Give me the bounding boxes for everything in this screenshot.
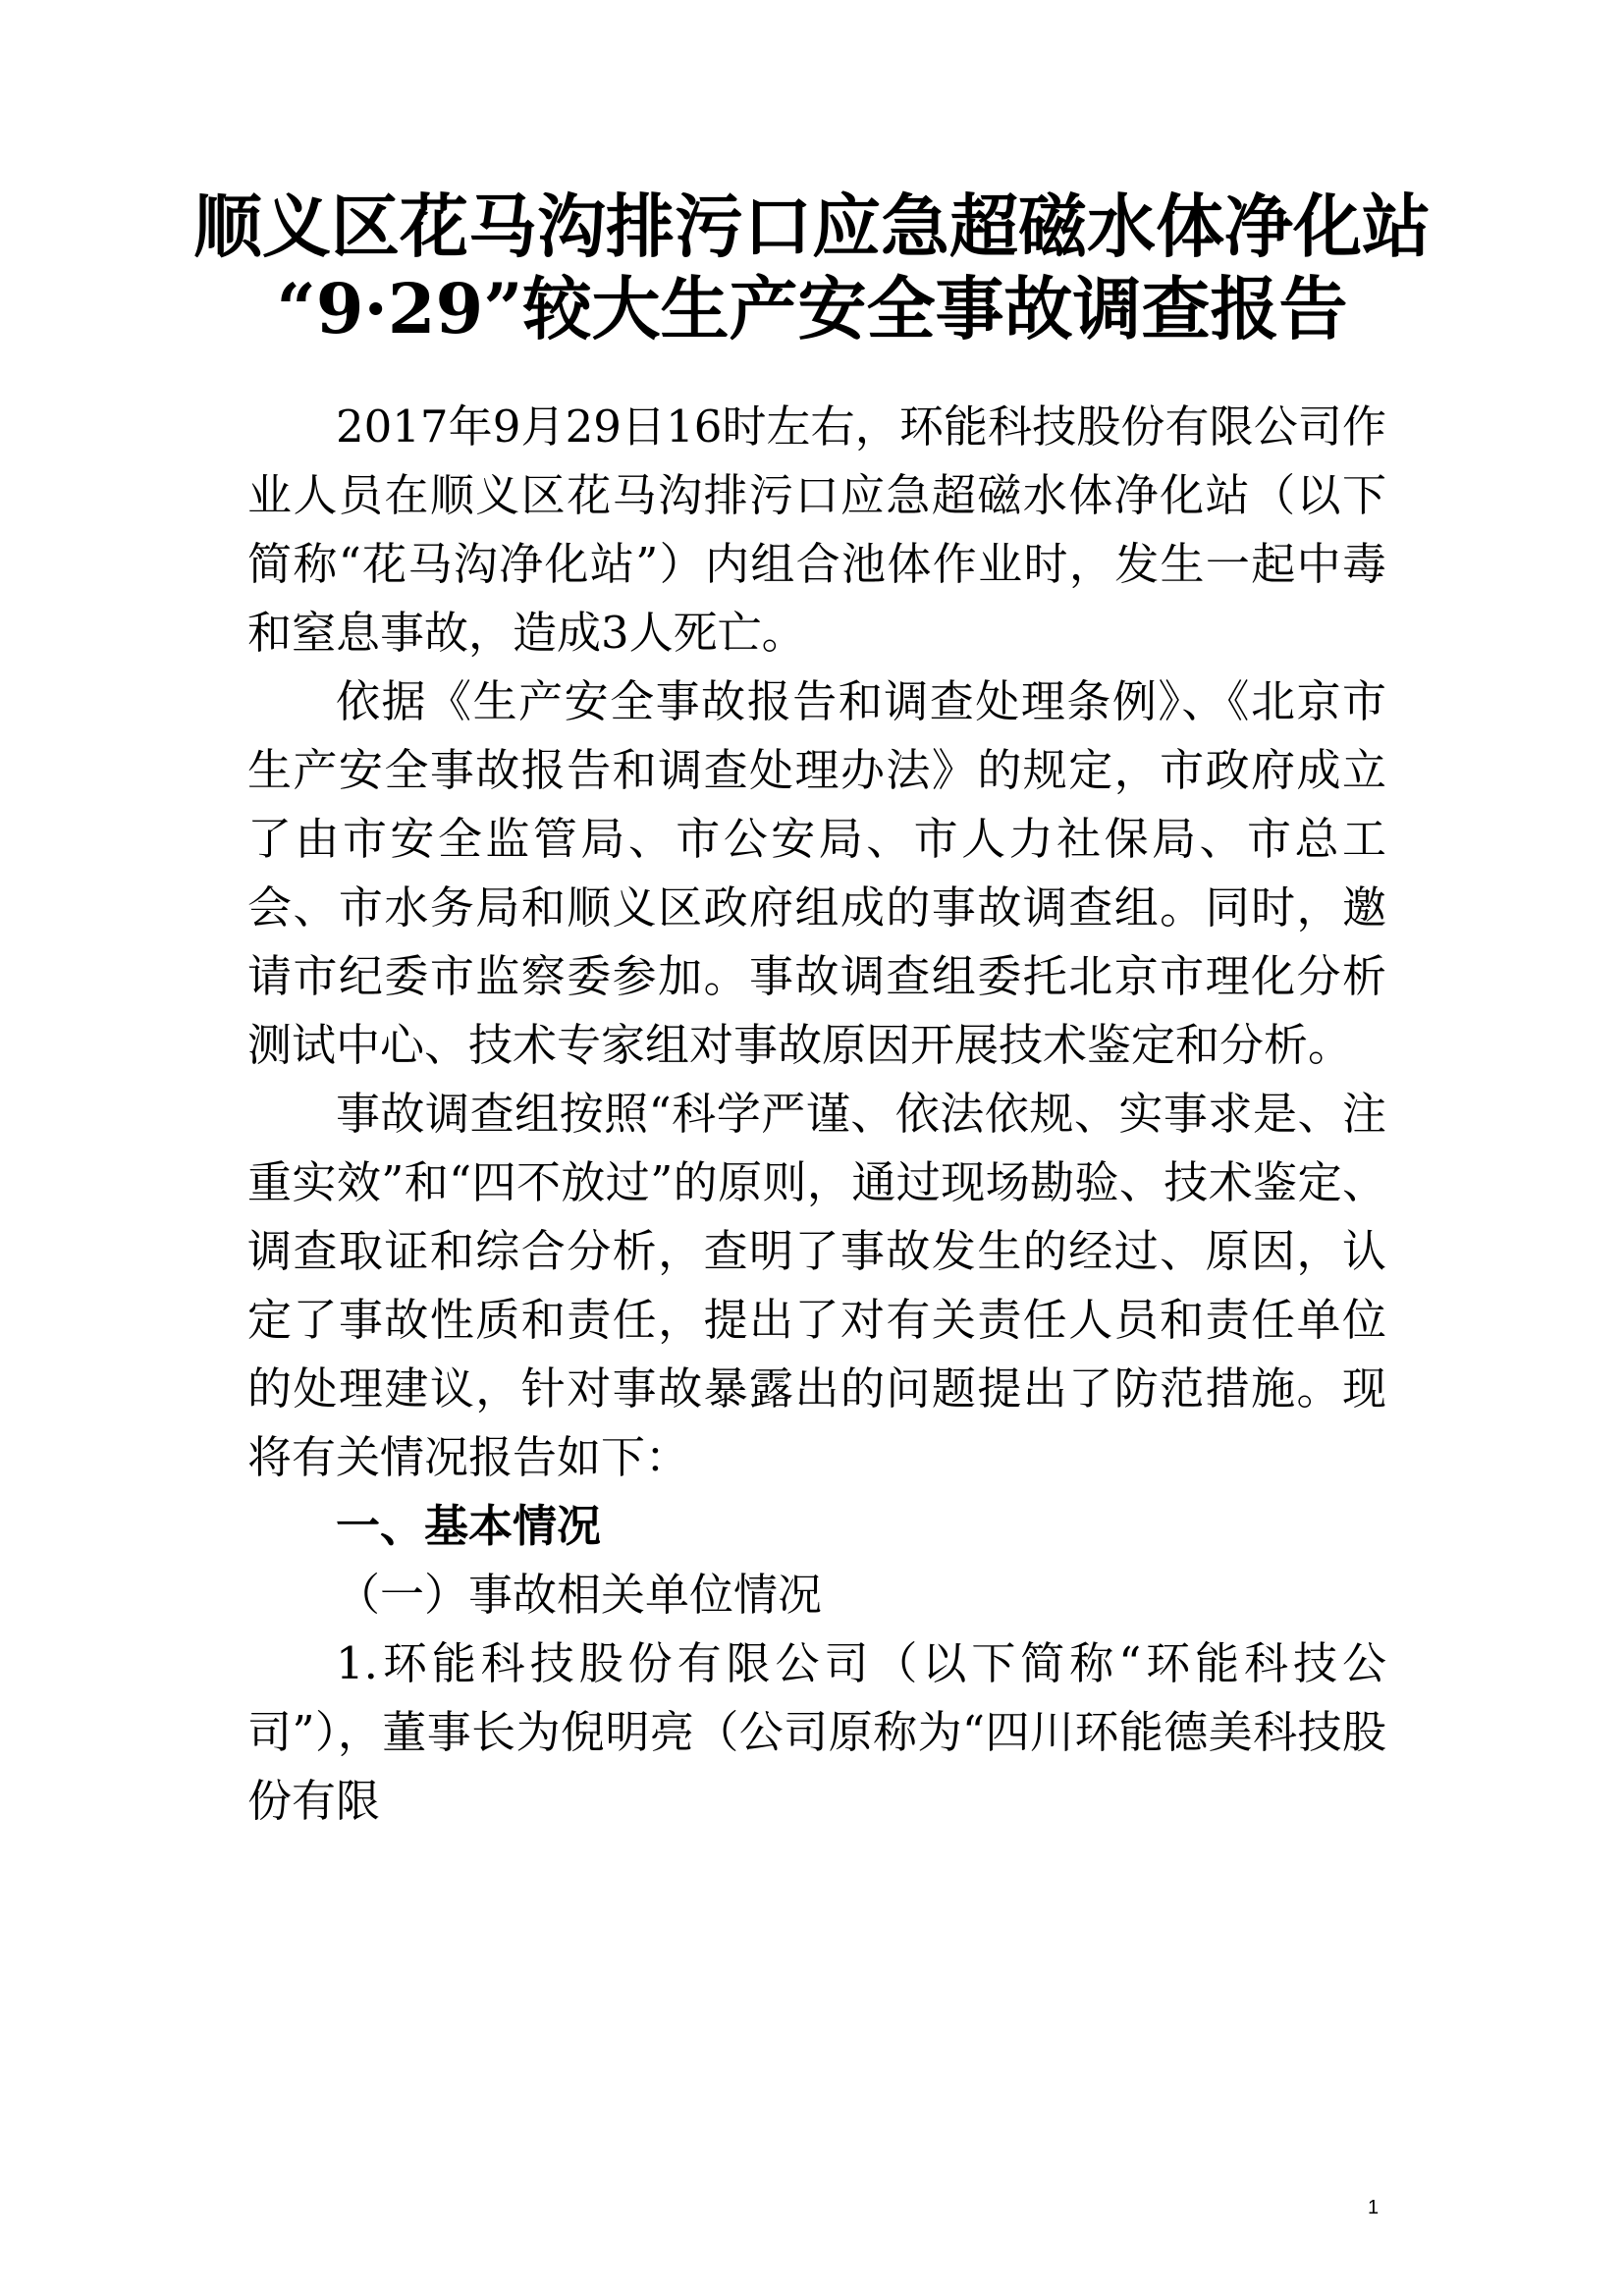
page-number: 1 xyxy=(1368,2197,1380,2218)
report-title-line-2: “9·29”较大生产安全事故调查报告 xyxy=(276,268,1348,349)
paragraph-item-1: 1.环能科技股份有限公司（以下简称“环能科技公司”），董事长为倪明亮（公司原称为“四川环能德美科技股份有限 xyxy=(247,1637,1386,1827)
paragraph-investigation-principles: 事故调查组按照“科学严谨、依法依规、实事求是、注重实效”和“四不放过”的原则，通过现场勘验、技术鉴定、调查取证和综合分析，查明了事故发生的经过、原因，认定了事故性质和责任，提出了对有关责任人员和责任单位的处理建议，针对事故暴露出的问题提出了防范措施。现将有关情况报告如下： xyxy=(247,1088,1386,1483)
subsection-heading-units: （一）事故相关单位情况 xyxy=(336,1569,823,1621)
report-title-line-1: 顺义区花马沟排污口应急超磁水体净化站 xyxy=(193,186,1431,267)
paragraph-incident-summary: 2017年9月29日16时左右，环能科技股份有限公司作业人员在顺义区花马沟排污口应急超磁水体净化站（以下简称“花马沟净化站”）内组合池体作业时，发生一起中毒和窒息事故，造成3人死亡。 xyxy=(247,400,1386,659)
section-heading-basic-info: 一、基本情况 xyxy=(336,1500,602,1552)
paragraph-investigation-basis: 依据《生产安全事故报告和调查处理条例》、《北京市生产安全事故报告和调查处理办法》的规定，市政府成立了由市安全监管局、市公安局、市人力社保局、市总工会、市水务局和顺义区政府组成的事故调查组。同时，邀请市纪委市监察委参加。事故调查组委托北京市理化分析测试中心、技术专家组对事故原因开展技术鉴定和分析。 xyxy=(247,675,1386,1071)
